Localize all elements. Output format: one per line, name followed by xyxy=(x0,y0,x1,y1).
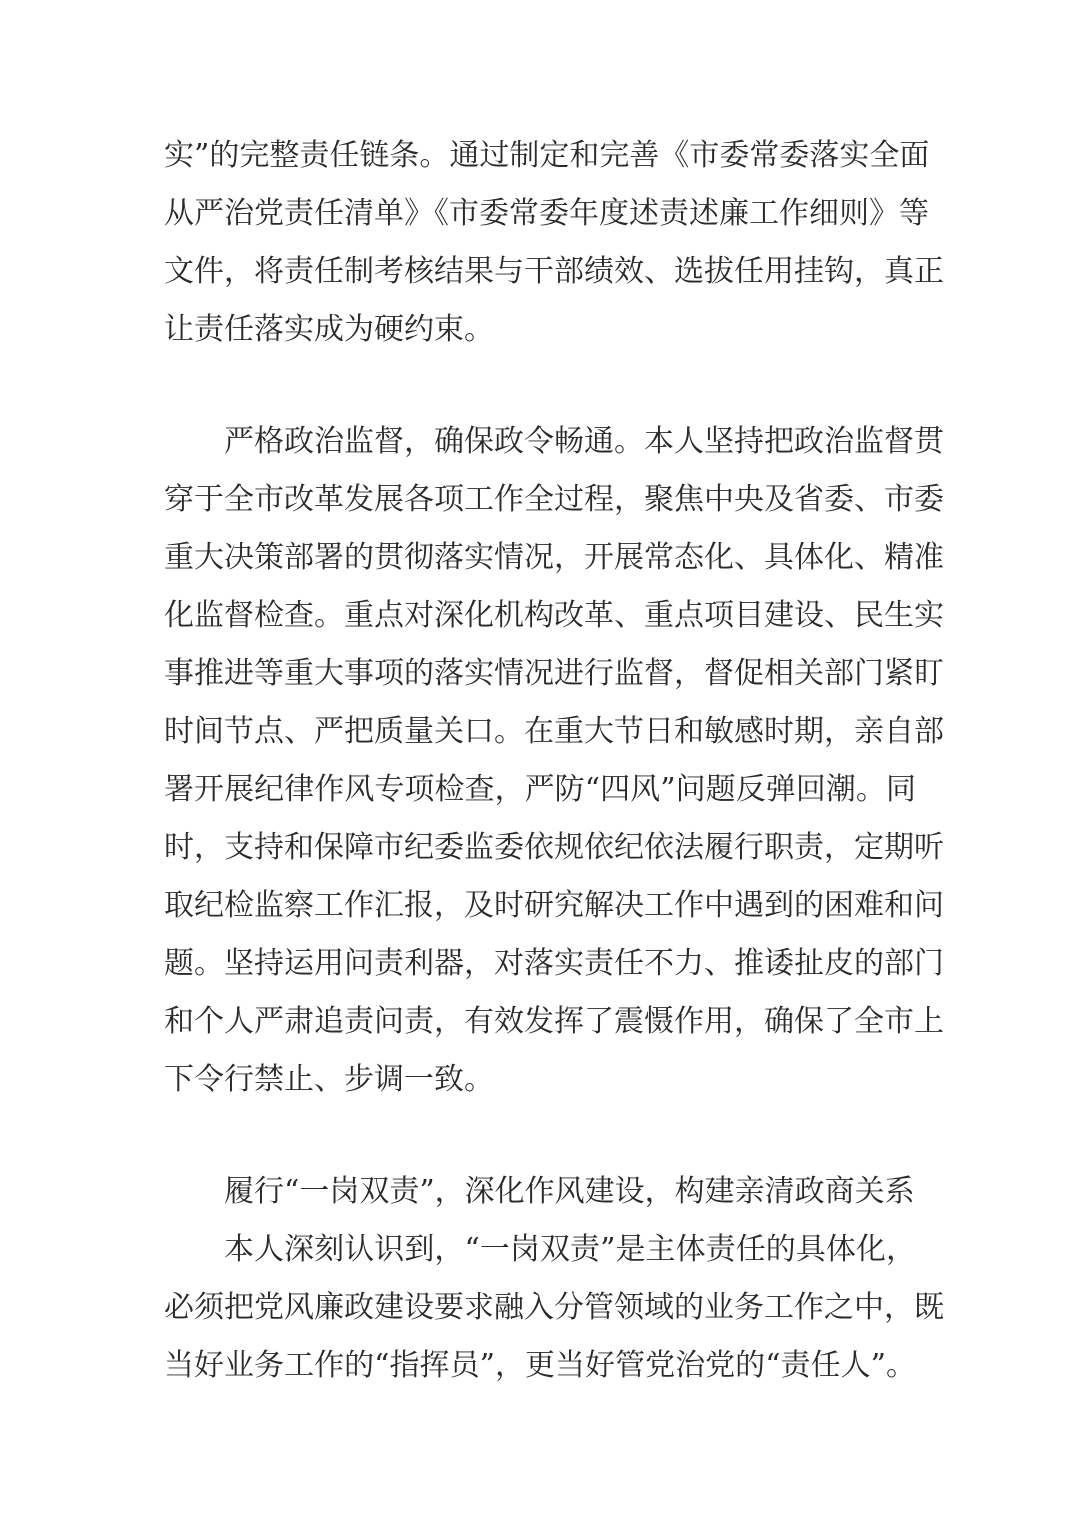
text-line: 让责任落实成为硬约束。 xyxy=(164,312,494,347)
section-heading: 履行“一岗双责”，深化作风建设，构建亲清政商关系 xyxy=(224,1174,915,1209)
text-line: 下令行禁止、步调一致。 xyxy=(164,1062,494,1097)
text-line: 时，支持和保障市纪委监委依规依纪依法履行职责，定期听 xyxy=(164,830,944,865)
text-line: 本人深刻认识到，“一岗双责”是主体责任的具体化， xyxy=(224,1232,916,1267)
text-line: 化监督检查。重点对深化机构改革、重点项目建设、民生实 xyxy=(164,598,944,633)
text-line: 从严治党责任清单》《市委常委年度述责述廉工作细则》等 xyxy=(164,196,929,231)
text-line: 事推进等重大事项的落实情况进行监督，督促相关部门紧盯 xyxy=(164,656,944,691)
text-line: 时间节点、严把质量关口。在重大节日和敏感时期，亲自部 xyxy=(164,714,944,749)
text-line: 题。坚持运用问责利器，对落实责任不力、推诿扯皮的部门 xyxy=(164,946,944,981)
text-line: 重大决策部署的贯彻落实情况，开展常态化、具体化、精准 xyxy=(164,540,944,575)
text-line: 取纪检监察工作汇报，及时研究解决工作中遇到的困难和问 xyxy=(164,888,944,923)
text-line: 实”的完整责任链条。通过制定和完善《市委常委落实全面 xyxy=(164,138,930,173)
text-line: 严格政治监督，确保政令畅通。本人坚持把政治监督贯 xyxy=(224,424,944,459)
text-line: 文件，将责任制考核结果与干部绩效、选拔任用挂钩，真正 xyxy=(164,254,944,289)
text-line: 署开展纪律作风专项检查，严防“四风”问题反弹回潮。同 xyxy=(164,772,916,807)
text-line: 必须把党风廉政建设要求融入分管领域的业务工作之中，既 xyxy=(164,1290,944,1325)
text-line: 穿于全市改革发展各项工作全过程，聚焦中央及省委、市委 xyxy=(164,482,944,517)
text-line: 当好业务工作的“指挥员”，更当好管党治党的“责任人”。 xyxy=(164,1348,916,1383)
text-line: 和个人严肃追责问责，有效发挥了震慑作用，确保了全市上 xyxy=(164,1004,944,1039)
